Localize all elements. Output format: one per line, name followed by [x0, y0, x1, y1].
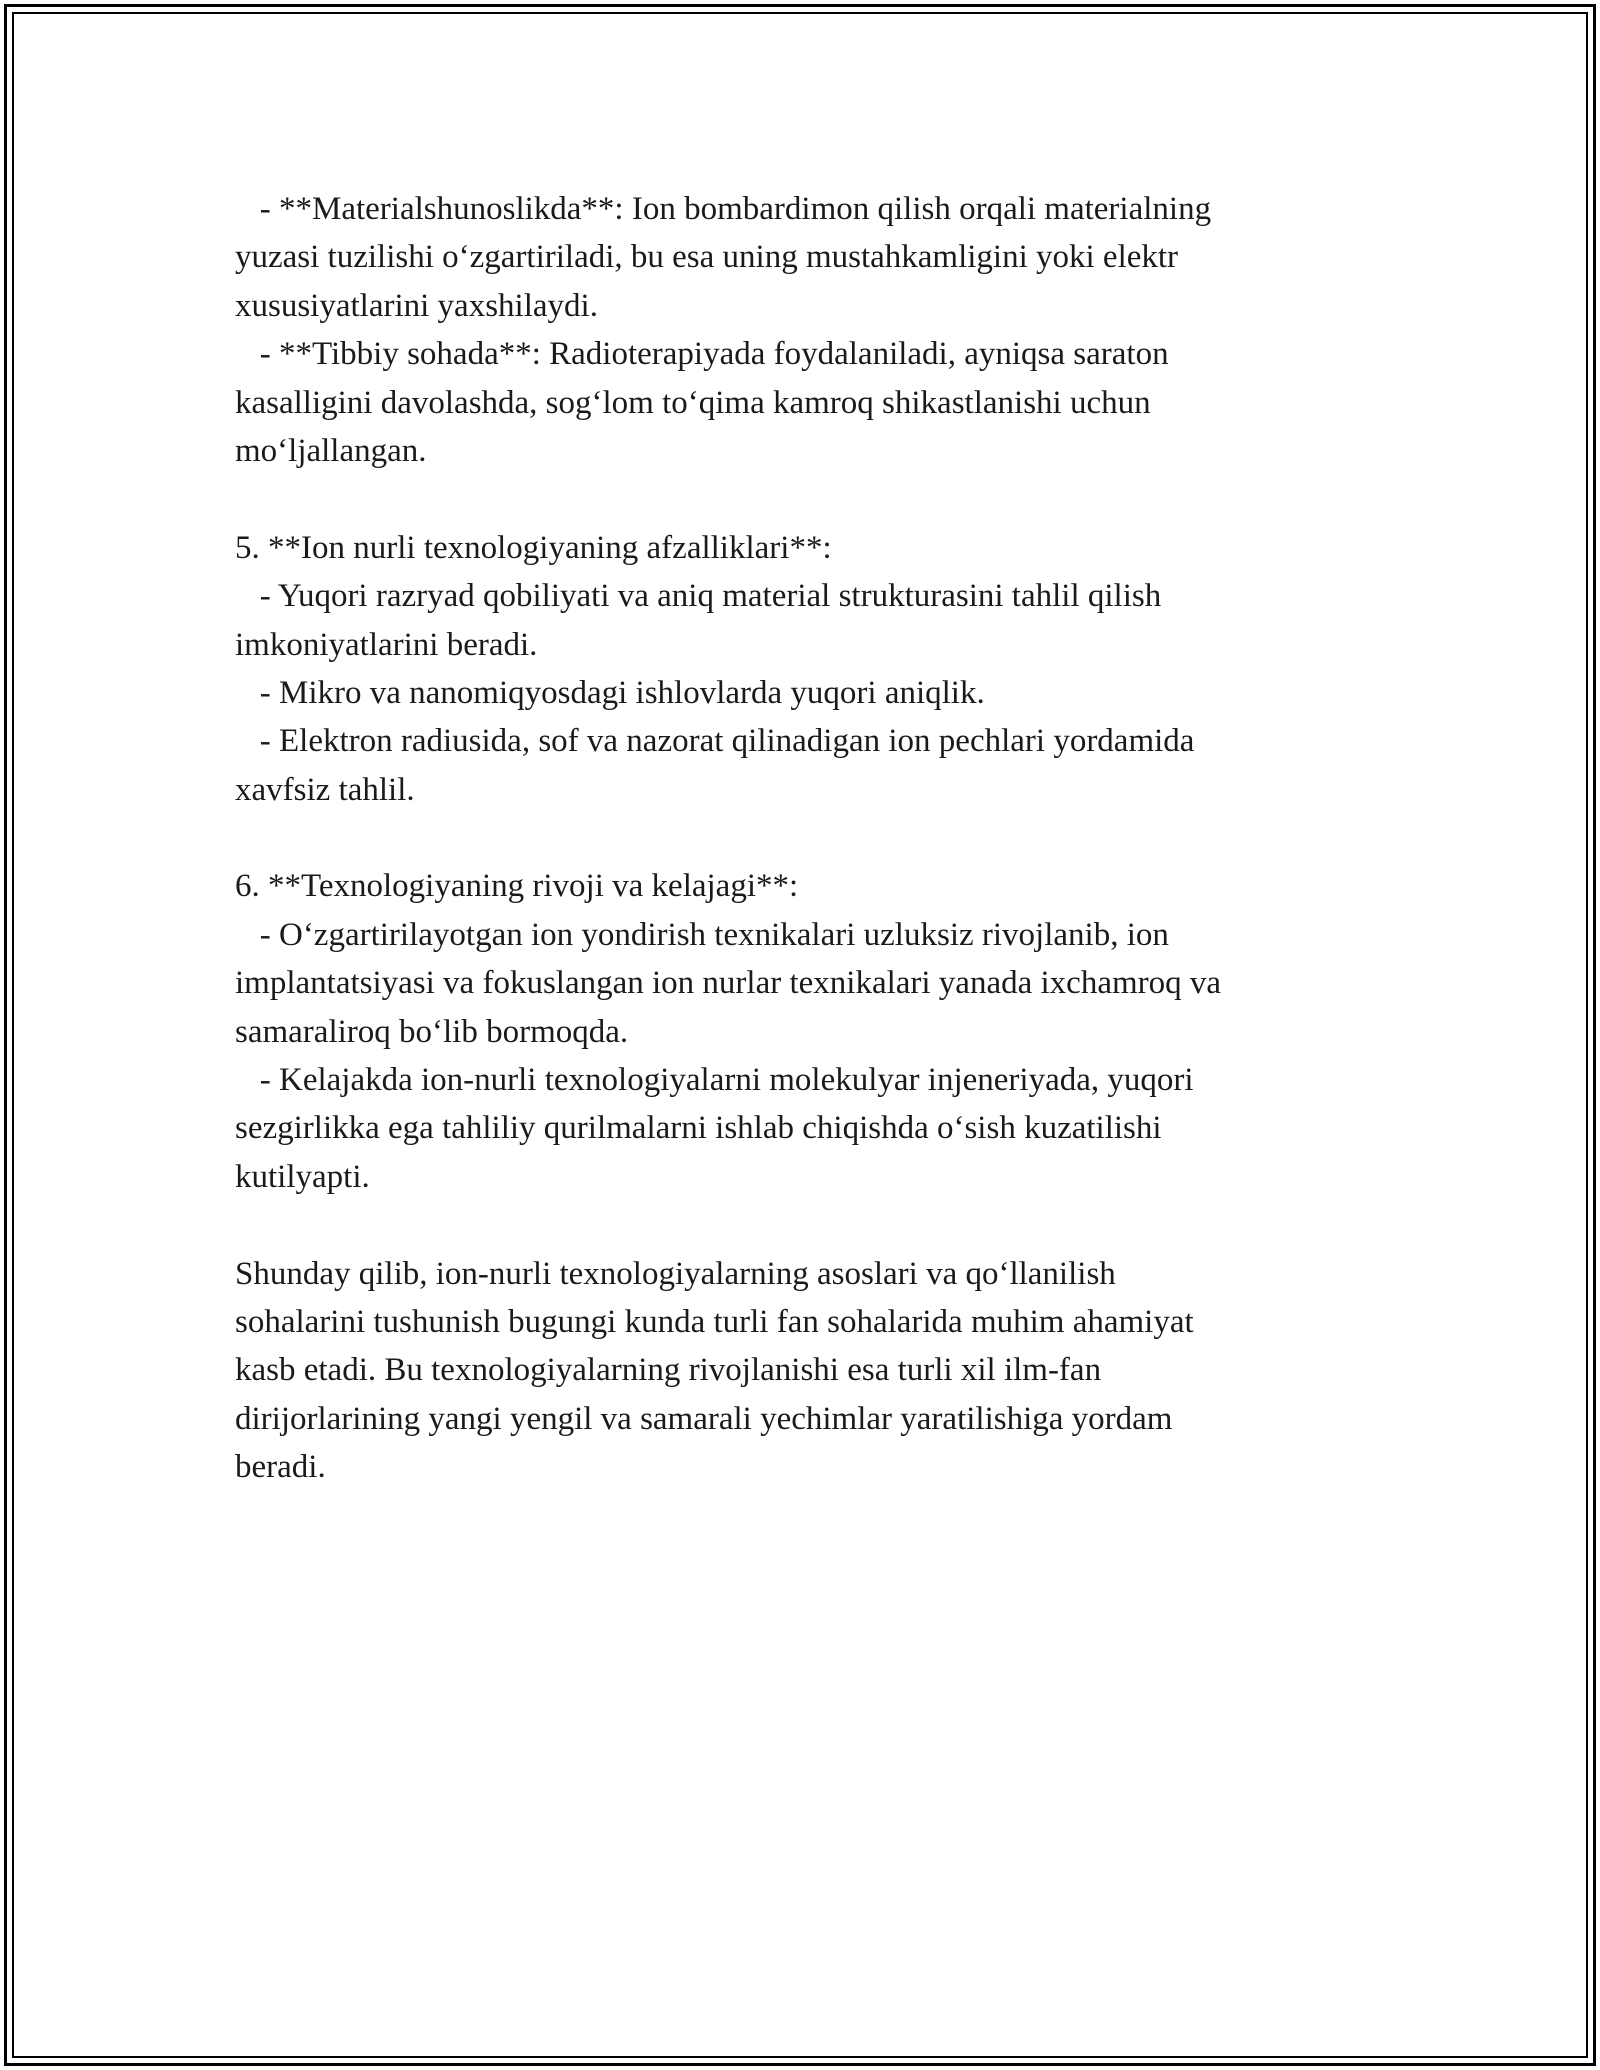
text-line: Shunday qilib, ion-nurli texnologiyalarning asoslari va qo‘llanilish — [235, 1255, 1116, 1292]
text-line: - Kelajakda ion-nurli texnologiyalarni molekulyar injeneriyada, yuqori — [235, 1062, 1194, 1099]
text-line: - Mikro va nanomiqyosdagi ishlovlarda yuqori aniqlik. — [235, 674, 985, 711]
paragraph-gap — [235, 1201, 1375, 1249]
section-heading: 5. **Ion nurli texnologiyaning afzalliklari**: — [235, 529, 832, 566]
text-line: - Elektron radiusida, sof va nazorat qilinadigan ion pechlari yordamida — [235, 723, 1195, 760]
text-line: imkoniyatlarini beradi. — [235, 626, 538, 663]
text-line: xususiyatlarini yaxshilaydi. — [235, 287, 598, 324]
text-line: kasalligini davolashda, sog‘lom to‘qima kamroq shikastlanishi uchun — [235, 384, 1151, 421]
text-line: yuzasi tuzilishi o‘zgartiriladi, bu esa uning mustahkamligini yoki elektr — [235, 239, 1179, 276]
text-line: dirijorlarining yangi yengil va samarali yechimlar yaratilishiga yordam — [235, 1400, 1173, 1437]
text-line: - **Tibbiy sohada**: Radioterapiyada foydalaniladi, ayniqsa saraton — [235, 336, 1169, 373]
paragraph-gap — [235, 814, 1375, 862]
document-body — [235, 185, 1375, 1492]
text-line: samaraliroq bo‘lib bormoqda. — [235, 1013, 629, 1050]
text-line: sezgirlikka ega tahliliy qurilmalarni ishlab chiqishda o‘sish kuzatilishi — [235, 1110, 1162, 1147]
text-line: implantatsiyasi va fokuslangan ion nurlar texnikalari yanada ixchamroq va — [235, 965, 1222, 1002]
text-line: mo‘ljallangan. — [235, 432, 427, 469]
text-line: kutilyapti. — [235, 1158, 370, 1195]
text-line: kasb etadi. Bu texnologiyalarning rivojlanishi esa turli xil ilm-fan — [235, 1352, 1102, 1389]
text-line: xavfsiz tahlil. — [235, 771, 415, 808]
text-line: - Yuqori razryad qobiliyati va aniq material strukturasini tahlil qilish — [235, 578, 1162, 615]
text-line: - O‘zgartirilayotgan ion yondirish texnikalari uzluksiz rivojlanib, ion — [235, 916, 1169, 953]
section-heading: 6. **Texnologiyaning rivoji va kelajagi**: — [235, 868, 799, 905]
text-line: sohalarini tushunish bugungi kunda turli fan sohalarida muhim ahamiyat — [235, 1303, 1194, 1340]
text-line: beradi. — [235, 1449, 326, 1486]
paragraph-gap — [235, 475, 1375, 523]
text-line: - **Materialshunoslikda**: Ion bombardimon qilish orqali materialning — [235, 191, 1212, 227]
